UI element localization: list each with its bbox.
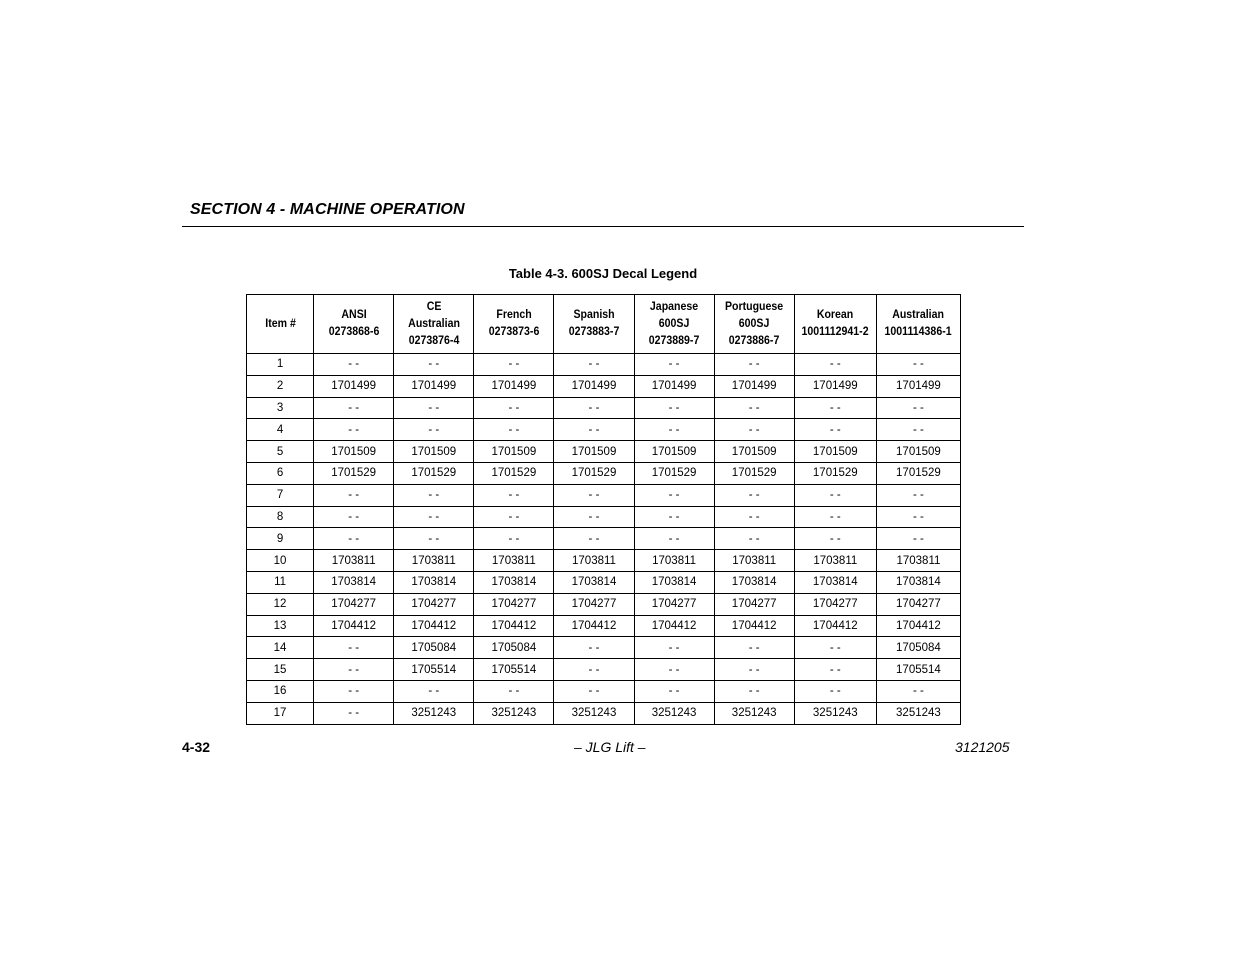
table-row	[247, 702, 961, 724]
decal-number-cell: 1705514	[474, 659, 554, 681]
decal-number-cell: 1701509	[394, 441, 474, 463]
decal-number-cell: - -	[314, 528, 394, 550]
table-row	[247, 528, 961, 550]
decal-number-cell: 1701509	[474, 441, 554, 463]
decal-number-cell: 1701509	[714, 441, 794, 463]
item-number-cell: 11	[247, 571, 314, 593]
decal-number-cell: 1701499	[634, 375, 714, 397]
decal-number-cell: 1703814	[394, 571, 474, 593]
table-row	[247, 397, 961, 419]
column-header-line: 0273889-7	[648, 334, 700, 347]
decal-number-cell: - -	[794, 637, 876, 659]
item-number-cell: 3	[247, 397, 314, 419]
decal-number-cell: - -	[794, 506, 876, 528]
decal-number-cell: - -	[314, 354, 394, 376]
decal-number-cell: - -	[554, 637, 634, 659]
table-row	[247, 615, 961, 637]
item-number-cell: 7	[247, 484, 314, 506]
column-header-line: Australian	[407, 317, 460, 330]
decal-number-cell: - -	[876, 680, 960, 702]
decal-number-cell: 1703814	[714, 571, 794, 593]
decal-number-cell: 1701529	[394, 462, 474, 484]
table-row	[247, 441, 961, 463]
decal-number-cell: 1701529	[314, 462, 394, 484]
item-number-cell: 13	[247, 615, 314, 637]
item-number-cell: 17	[247, 702, 314, 724]
decal-number-cell: - -	[794, 659, 876, 681]
decal-number-cell: - -	[714, 680, 794, 702]
decal-number-cell: - -	[314, 702, 394, 724]
decal-number-cell: - -	[394, 680, 474, 702]
item-number-cell: 12	[247, 593, 314, 615]
decal-number-cell: 1701529	[554, 462, 634, 484]
decal-legend-table	[246, 294, 961, 725]
decal-number-cell: 1701509	[794, 441, 876, 463]
column-header	[717, 295, 791, 354]
item-number-cell: 9	[247, 528, 314, 550]
decal-number-cell: - -	[634, 659, 714, 681]
item-number-cell: 5	[247, 441, 314, 463]
decal-number-cell: 3251243	[394, 702, 474, 724]
decal-number-cell: 1703814	[876, 571, 960, 593]
column-header	[798, 295, 874, 354]
decal-number-cell: - -	[474, 680, 554, 702]
decal-number-cell: 1704277	[474, 593, 554, 615]
table-header	[247, 295, 961, 354]
decal-number-cell: - -	[394, 397, 474, 419]
decal-number-cell: 1705514	[876, 659, 960, 681]
decal-number-cell: - -	[876, 354, 960, 376]
table-row	[247, 659, 961, 681]
decal-number-cell: 1703814	[474, 571, 554, 593]
column-header-line: CE	[426, 300, 442, 313]
decal-number-cell: - -	[474, 354, 554, 376]
decal-number-cell: - -	[314, 419, 394, 441]
decal-number-cell: 1704412	[634, 615, 714, 637]
decal-number-cell: - -	[876, 397, 960, 419]
decal-number-cell: - -	[794, 354, 876, 376]
page-number: 4-32	[182, 739, 211, 755]
decal-number-cell: - -	[314, 397, 394, 419]
decal-number-cell: - -	[876, 419, 960, 441]
decal-number-cell: - -	[794, 528, 876, 550]
column-header-line: 600SJ	[738, 317, 770, 330]
decal-number-cell: - -	[714, 528, 794, 550]
decal-number-cell: 1704277	[714, 593, 794, 615]
item-number-cell: 4	[247, 419, 314, 441]
decal-number-cell: - -	[634, 397, 714, 419]
decal-number-cell: 1704412	[794, 615, 876, 637]
decal-number-cell: - -	[634, 419, 714, 441]
column-header-line: 0273868-6	[328, 326, 379, 338]
section-title: SECTION 4 - MACHINE OPERATION	[190, 201, 465, 218]
decal-number-cell: 1701499	[394, 375, 474, 397]
item-number-cell: 8	[247, 506, 314, 528]
column-header-line: 0273876-4	[408, 334, 460, 347]
decal-number-cell: - -	[794, 397, 876, 419]
decal-number-cell: 3251243	[474, 702, 554, 724]
decal-number-cell: - -	[554, 397, 634, 419]
table-row	[247, 462, 961, 484]
decal-number-cell: - -	[314, 637, 394, 659]
column-header-line: Portuguese	[725, 300, 784, 313]
decal-number-cell: - -	[714, 419, 794, 441]
decal-number-cell: 1703811	[474, 550, 554, 572]
decal-number-cell: 1703811	[714, 550, 794, 572]
column-header-line: Item #	[264, 317, 296, 330]
decal-number-cell: 1705084	[876, 637, 960, 659]
column-header	[880, 295, 957, 354]
item-number-cell: 6	[247, 462, 314, 484]
decal-number-cell: - -	[634, 484, 714, 506]
decal-number-cell: - -	[394, 528, 474, 550]
column-header-line: 0273883-7	[568, 326, 620, 338]
decal-number-cell: 1701529	[876, 462, 960, 484]
item-number-cell: 14	[247, 637, 314, 659]
decal-number-cell: - -	[394, 419, 474, 441]
decal-number-cell: - -	[634, 506, 714, 528]
decal-number-cell: - -	[714, 397, 794, 419]
column-header-line: 600SJ	[658, 317, 690, 330]
table-row	[247, 680, 961, 702]
decal-number-cell: - -	[634, 528, 714, 550]
decal-number-cell: 1701509	[554, 441, 634, 463]
decal-number-cell: - -	[474, 506, 554, 528]
column-header-line: Spanish	[573, 309, 615, 321]
decal-number-cell: - -	[474, 397, 554, 419]
decal-number-cell: - -	[314, 506, 394, 528]
decal-number-cell: - -	[474, 484, 554, 506]
table-caption: Table 4-3. 600SJ Decal Legend	[508, 266, 698, 281]
column-header-line: 0273886-7	[728, 334, 780, 347]
decal-number-cell: - -	[394, 354, 474, 376]
table-row	[247, 375, 961, 397]
decal-number-cell: - -	[714, 354, 794, 376]
decal-number-cell: - -	[634, 354, 714, 376]
column-header	[557, 295, 631, 354]
decal-number-cell: - -	[794, 680, 876, 702]
decal-number-cell: 1704277	[554, 593, 634, 615]
decal-number-cell: - -	[634, 680, 714, 702]
decal-number-cell: 1701509	[314, 441, 394, 463]
decal-number-cell: - -	[876, 484, 960, 506]
table-body	[247, 354, 961, 725]
decal-number-cell: - -	[394, 484, 474, 506]
column-header-line: Korean	[817, 309, 854, 321]
decal-number-cell: 1704277	[314, 593, 394, 615]
decal-number-cell: 1704412	[314, 615, 394, 637]
decal-number-cell: 1701529	[714, 462, 794, 484]
decal-number-cell: 1704277	[394, 593, 474, 615]
decal-number-cell: 1704412	[714, 615, 794, 637]
decal-number-cell: 1701499	[314, 375, 394, 397]
decal-number-cell: - -	[876, 506, 960, 528]
decal-number-cell: 1704412	[554, 615, 634, 637]
item-number-cell: 1	[247, 354, 314, 376]
item-number-cell: 10	[247, 550, 314, 572]
decal-number-cell: - -	[634, 637, 714, 659]
section-divider	[182, 226, 1024, 227]
decal-number-cell: - -	[714, 659, 794, 681]
table-row	[247, 550, 961, 572]
table-row	[247, 571, 961, 593]
decal-number-cell: - -	[314, 680, 394, 702]
decal-number-cell: 1701499	[794, 375, 876, 397]
column-header-line: Japanese	[649, 300, 699, 313]
decal-number-cell: 3251243	[876, 702, 960, 724]
decal-number-cell: 1704412	[394, 615, 474, 637]
decal-number-cell: 1705084	[394, 637, 474, 659]
column-header-line: French	[496, 309, 532, 321]
column-header	[317, 295, 391, 354]
column-header	[637, 295, 711, 354]
table-row	[247, 637, 961, 659]
decal-number-cell: 1703814	[794, 571, 876, 593]
decal-number-cell: - -	[794, 419, 876, 441]
decal-number-cell: 1703811	[394, 550, 474, 572]
decal-number-cell: 1701499	[876, 375, 960, 397]
column-header	[477, 295, 551, 354]
decal-number-cell: - -	[394, 506, 474, 528]
decal-number-cell: 1701509	[634, 441, 714, 463]
column-header	[249, 295, 311, 354]
decal-number-cell: - -	[554, 354, 634, 376]
decal-number-cell: - -	[876, 528, 960, 550]
table-row	[247, 484, 961, 506]
header-row	[247, 295, 961, 354]
decal-number-cell: 1703811	[876, 550, 960, 572]
column-header	[397, 295, 471, 354]
decal-number-cell: - -	[554, 659, 634, 681]
decal-number-cell: 1703811	[314, 550, 394, 572]
decal-number-cell: - -	[554, 484, 634, 506]
decal-number-cell: 1703811	[794, 550, 876, 572]
decal-number-cell: 1701529	[794, 462, 876, 484]
decal-number-cell: 1701529	[634, 462, 714, 484]
decal-number-cell: - -	[714, 484, 794, 506]
decal-number-cell: 1703814	[314, 571, 394, 593]
decal-number-cell: - -	[794, 484, 876, 506]
decal-number-cell: 1704277	[876, 593, 960, 615]
decal-number-cell: 1703811	[554, 550, 634, 572]
decal-number-cell: 1704277	[794, 593, 876, 615]
decal-number-cell: - -	[554, 419, 634, 441]
decal-number-cell: - -	[554, 680, 634, 702]
decal-number-cell: - -	[554, 528, 634, 550]
decal-number-cell: 3251243	[554, 702, 634, 724]
item-number-cell: 16	[247, 680, 314, 702]
table-row	[247, 506, 961, 528]
decal-number-cell: 1704412	[876, 615, 960, 637]
column-header-line: Australian	[892, 309, 945, 321]
decal-number-cell: 1701509	[876, 441, 960, 463]
footer-title: – JLG Lift –	[574, 739, 646, 755]
decal-number-cell: 1701499	[714, 375, 794, 397]
decal-number-cell: 3251243	[634, 702, 714, 724]
item-number-cell: 2	[247, 375, 314, 397]
decal-number-cell: 1705514	[394, 659, 474, 681]
table-row	[247, 593, 961, 615]
decal-number-cell: 3251243	[794, 702, 876, 724]
item-number-cell: 15	[247, 659, 314, 681]
decal-number-cell: 1703814	[554, 571, 634, 593]
decal-number-cell: 1703814	[634, 571, 714, 593]
table-row	[247, 354, 961, 376]
column-header-line: 1001112941-2	[801, 326, 869, 338]
decal-number-cell: - -	[714, 637, 794, 659]
decal-number-cell: - -	[314, 484, 394, 506]
decal-number-cell: - -	[314, 659, 394, 681]
decal-number-cell: - -	[474, 419, 554, 441]
document-number: 3121205	[955, 739, 1010, 755]
decal-number-cell: 1701499	[474, 375, 554, 397]
column-header-line: 1001114386-1	[884, 326, 952, 338]
column-header-line: 0273873-6	[488, 326, 540, 338]
decal-number-cell: 3251243	[714, 702, 794, 724]
decal-number-cell: 1701529	[474, 462, 554, 484]
decal-number-cell: 1703811	[634, 550, 714, 572]
decal-number-cell: 1704277	[634, 593, 714, 615]
decal-number-cell: 1704412	[474, 615, 554, 637]
decal-number-cell: 1701499	[554, 375, 634, 397]
decal-number-cell: 1705084	[474, 637, 554, 659]
decal-number-cell: - -	[474, 528, 554, 550]
decal-number-cell: - -	[554, 506, 634, 528]
column-header-line: ANSI	[341, 309, 367, 321]
decal-number-cell: - -	[714, 506, 794, 528]
table-row	[247, 419, 961, 441]
